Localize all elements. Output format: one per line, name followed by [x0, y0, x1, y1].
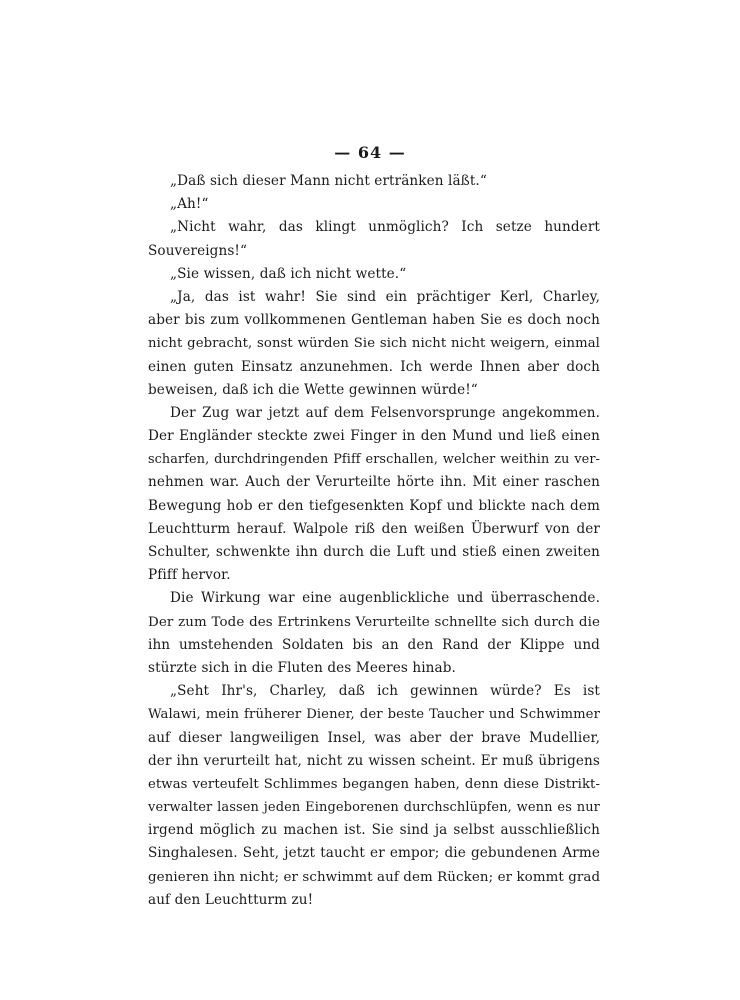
body-text — [148, 170, 600, 912]
text-line: Der zum Tode des Ertrinkens Verurteilte schnellte sich durch die — [148, 614, 600, 630]
text-line: Die Wirkung war eine augenblickliche und überraschende. — [170, 590, 600, 607]
text-line: nicht gebracht, sonst würden Sie sich nicht nicht weigern, einmal — [148, 336, 600, 352]
text-line: „Seht Ihr's, Charley, daß ich gewinnen würde? Es ist — [170, 683, 600, 700]
text-line: Leuchtturm herauf. Walpole riß den weißen Überwurf von der — [148, 520, 600, 537]
text-line: genieren ihn nicht; er schwimmt auf dem Rücken; er kommt grad — [148, 869, 601, 885]
text-line: Der Zug war jetzt auf dem Felsenvorsprunge angekommen. — [170, 404, 600, 421]
text-line: nehmen war. Auch der Verurteilte hörte ihn. Mit einer raschen — [148, 474, 600, 491]
text-line: beweisen, daß ich die Wette gewinnen würde!“ — [148, 381, 478, 398]
text-line: aber bis zum vollkommenen Gentleman haben Sie es doch noch — [148, 312, 600, 329]
text-line: „Daß sich dieser Mann nicht ertränken läßt.“ — [170, 173, 487, 189]
text-line: „Sie wissen, daß ich nicht wette.“ — [170, 265, 407, 282]
text-line: ihn umstehenden Soldaten bis an den Rand der Klippe und — [148, 636, 600, 653]
text-line: „Ah!“ — [170, 196, 209, 213]
text-line: scharfen, durchdringenden Pfiff erschallen, welcher weithin zu ver- — [148, 452, 600, 468]
text-line: auf dieser langweiligen Insel, was aber der brave Mudellier, — [148, 729, 600, 746]
text-line: Souvereigns!“ — [148, 242, 248, 259]
text-line: Pfiff hervor. — [148, 567, 231, 584]
text-line: Bewegung hob er den tiefgesenkten Kopf und blickte nach dem — [148, 497, 600, 514]
text-line: irgend möglich zu machen ist. Sie sind ja selbst ausschließlich — [148, 822, 600, 839]
text-line: einen guten Einsatz anzunehmen. Ich werde Ihnen aber doch — [148, 358, 600, 375]
text-line: verwalter lassen jeden Eingeborenen durchschlüpfen, wenn es nur — [148, 800, 600, 816]
text-line: „Ja, das ist wahr! Sie sind ein prächtiger Kerl, Charley, — [170, 288, 600, 305]
text-line: etwas verteufelt Schlimmes begangen haben, denn diese Distrikt- — [148, 776, 600, 792]
text-line: stürzte sich in die Fluten des Meeres hinab. — [148, 659, 456, 676]
text-line: Singhalesen. Seht, jetzt taucht er empor; die gebundenen Arme — [148, 845, 600, 862]
text-line: „Nicht wahr, das klingt unmöglich? Ich setze hundert — [170, 219, 600, 236]
text-line: der ihn verurteilt hat, nicht zu wissen scheint. Er muß übrigens — [148, 752, 600, 769]
text-line: Walawi, mein früherer Diener, der beste Taucher und Schwimmer — [148, 707, 600, 723]
text-line: Der Engländer steckte zwei Finger in den Mund und ließ einen — [148, 428, 600, 445]
text-line: Schulter, schwenkte ihn durch die Luft und stieß einen zweiten — [148, 544, 600, 560]
page-number: — 64 — — [334, 143, 406, 162]
text-line: auf den Leuchtturm zu! — [148, 891, 314, 908]
